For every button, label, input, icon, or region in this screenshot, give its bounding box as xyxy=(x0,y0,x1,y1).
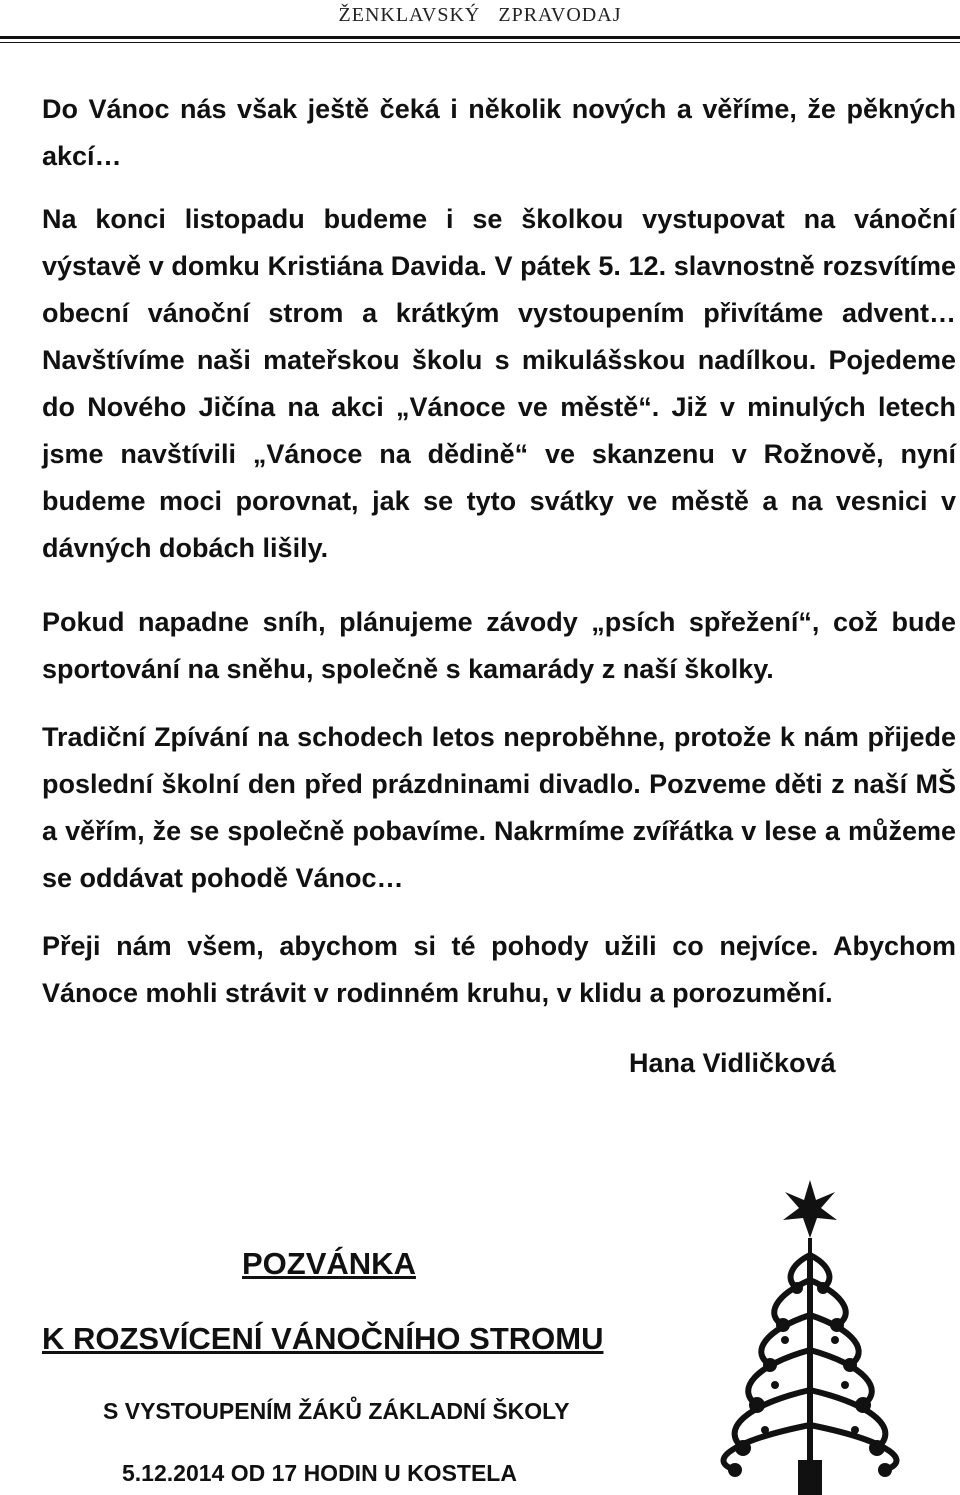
invitation-title: POZVÁNKA xyxy=(242,1246,416,1281)
christmas-tree-icon xyxy=(665,1180,955,1495)
invitation-date-place: 5.12.2014 OD 17 HODIN U KOSTELA xyxy=(122,1460,517,1486)
header-title-word2: ZPRAVODAJ xyxy=(498,4,622,26)
page-header xyxy=(0,4,960,27)
paragraph-intro: Do Vánoc nás však ještě čeká i několik nových a věříme, že pěkných akcí… xyxy=(42,94,956,171)
header-rule-thick xyxy=(0,36,960,39)
paragraph-wishes: Přeji nám všem, abychom si té pohody užili co nejvíce. Abychom Vánoce mohli strávit v rodinném kruhu, v klidu a porozumění. xyxy=(42,931,956,1008)
invitation-subtitle: K ROZSVÍCENÍ VÁNOČNÍHO STROMU xyxy=(42,1321,604,1356)
author-signature: Hana Vidličková xyxy=(629,1048,836,1078)
header-title-word1: ŽENKLAVSKÝ xyxy=(338,4,481,26)
header-rule-thin xyxy=(0,42,960,43)
paragraph-snow: Pokud napadne sníh, plánujeme závody „psích spřežení“, což bude sportování na sněhu, společně s kamarády z naší školky. xyxy=(42,607,956,684)
paragraph-tradition: Tradiční Zpívání na schodech letos neproběhne, protože k nám přijede poslední školní den před prázdninami divadlo. Pozveme děti z naší MŠ a věřím, že se společně pobavíme. Nakrmíme zvířátka v lese a můžeme se oddávat pohodě Vánoc… xyxy=(42,722,956,893)
invitation-performers: S VYSTOUPENÍM ŽÁKŮ ZÁKLADNÍ ŠKOLY xyxy=(103,1398,570,1424)
paragraph-events: Na konci listopadu budeme i se školkou vystupovat na vánoční výstavě v domku Kristiána Davida. V pátek 5. 12. slavnostně rozsvítíme obecní vánoční strom a krátkým vystoupením přivítáme advent… Navštívíme naši mateřskou školu s mikulášskou nadílkou. Pojedeme do Nového Jičína na akci „Vánoce ve městě“. Již v minulých letech jsme navštívili „Vánoce na dědině“ ve skanzenu v Rožnově, nyní budeme moci porovnat, jak se tyto svátky ve městě a na vesnici v dávných dobách lišily. xyxy=(42,204,956,563)
